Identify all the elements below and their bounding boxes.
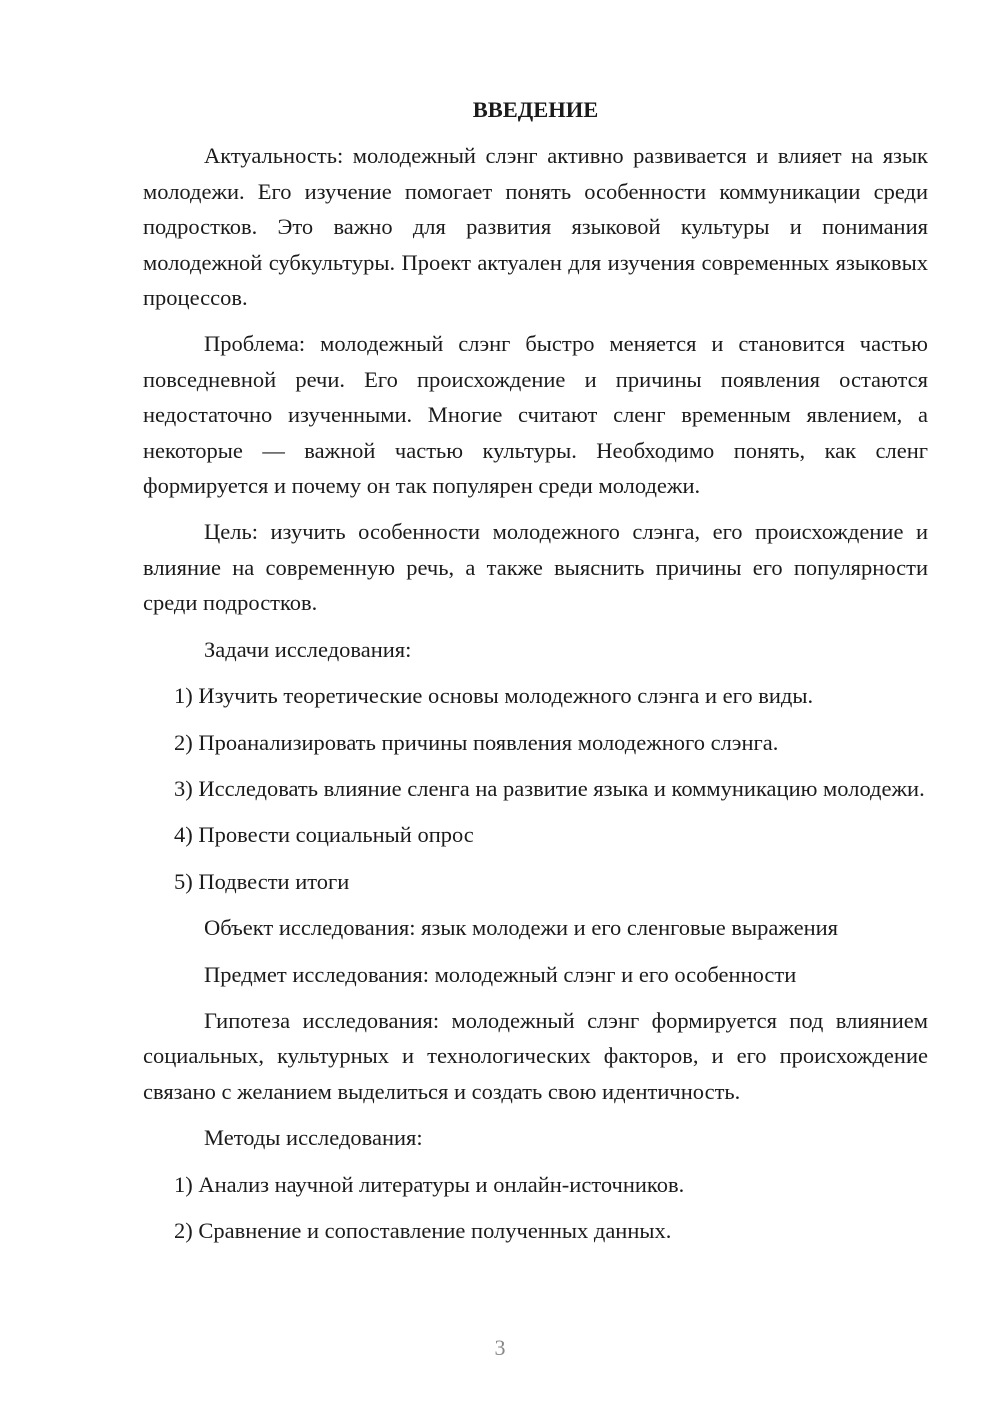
- relevance-paragraph: Актуальность: молодежный слэнг активно развивается и влияет на язык молодежи. Его изучение помогает понять особенности коммуникации среди подростков. Это важно для развития языковой культуры и понимания молодежной субкультуры. Проект актуален для изучения современных языковых процессов.: [143, 143, 928, 311]
- methods-heading: Методы исследования:: [204, 1125, 423, 1151]
- method-item: 2) Сравнение и сопоставление полученных данных.: [174, 1217, 672, 1243]
- subject-line: Предмет исследования: молодежный слэнг и его особенности: [204, 961, 797, 987]
- hypothesis-paragraph: Гипотеза исследования: молодежный слэнг формируется под влиянием социальных, культурных и технологических факторов, и его происхождение связано с желанием выделиться и создать свою идентичность.: [143, 1007, 928, 1104]
- task-item: 5) Подвести итоги: [174, 868, 350, 894]
- goal-paragraph: Цель: изучить особенности молодежного слэнга, его происхождение и влияние на современную речь, а также выяснить причины его популярности среди подростков.: [143, 519, 928, 616]
- page-content: [143, 92, 928, 1259]
- tasks-heading: Задачи исследования:: [204, 636, 412, 662]
- section-title: ВВЕДЕНИЕ: [472, 97, 599, 122]
- task-item: 4) Провести социальный опрос: [174, 822, 474, 848]
- method-item: 1) Анализ научной литературы и онлайн-источников.: [174, 1171, 685, 1197]
- task-item: 2) Проанализировать причины появления молодежного слэнга.: [174, 729, 779, 755]
- page-number: 3: [494, 1335, 506, 1360]
- problem-paragraph: Проблема: молодежный слэнг быстро меняется и становится частью повседневной речи. Его происхождение и причины появления остаются недостаточно изученными. Многие считают сленг временным явлением, а некоторые — важной частью культуры. Необходимо понять, как сленг формируется и почему он так популярен среди молодежи.: [143, 331, 928, 499]
- object-line: Объект исследования: язык молодежи и его сленговые выражения: [204, 915, 839, 941]
- task-item: 3) Исследовать влияние сленга на развитие языка и коммуникацию молодежи.: [174, 775, 925, 801]
- task-item: 1) Изучить теоретические основы молодежного слэнга и его виды.: [174, 683, 814, 709]
